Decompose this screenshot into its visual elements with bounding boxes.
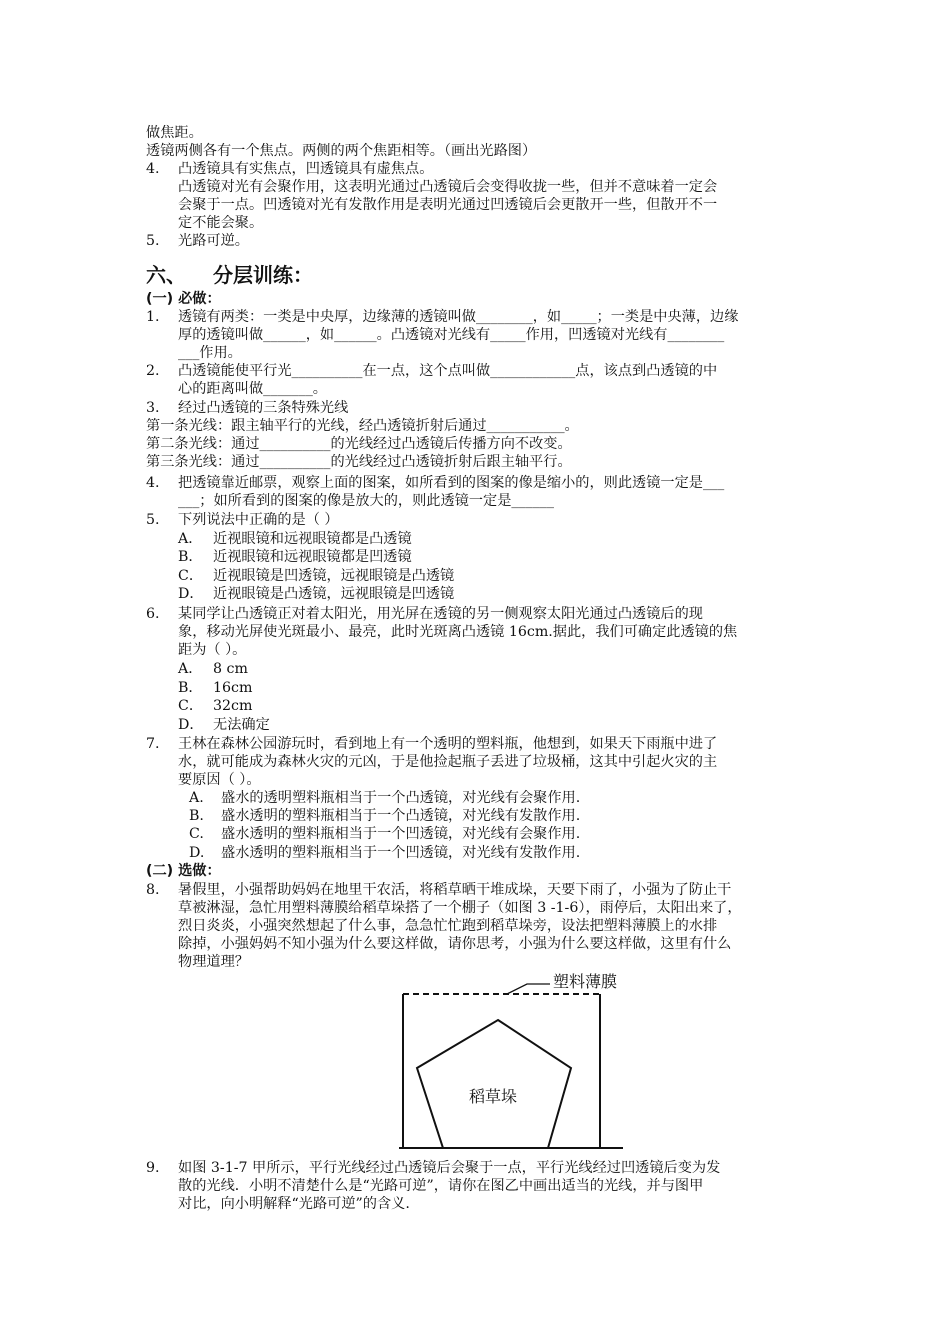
option-label: C. <box>189 826 204 842</box>
question-number: 9. <box>146 1160 160 1176</box>
question-text: 第二条光线：通过__________的光线经过凸透镜后传播方向不改变。 <box>146 436 572 452</box>
film-label: 塑料薄膜 <box>553 972 618 991</box>
option-label: C． <box>178 698 204 714</box>
option-text: 8 cm <box>213 661 248 677</box>
option-text: 近视眼镜和远视眼镜都是凸透镜 <box>213 531 412 547</box>
question-text: 第三条光线：通过__________的光线经过凸透镜折射后跟主轴平行。 <box>146 454 572 470</box>
option-text: 盛水透明的塑料瓶相当于一个凹透镜，对光线有会聚作用. <box>221 826 581 842</box>
question-text: 距为（ ）。 <box>178 642 247 658</box>
item-number: 4. <box>146 161 160 177</box>
question-text: 凸透镜能使平行光__________在一点，这个点叫做____________点，该点到凸透镜的中 <box>178 363 718 379</box>
question-text: 暑假里，小强帮助妈妈在地里干农活，将稻草晒干堆成垛，天要下雨了，小强为了防止干 <box>178 882 732 898</box>
option-text: 盛水透明的塑料瓶相当于一个凸透镜，对光线有发散作用. <box>221 808 581 824</box>
stack-label: 稻草垛 <box>469 1087 518 1106</box>
question-text: 要原因（ ）。 <box>178 772 261 788</box>
question-text: 透镜有两类：一类是中央厚，边缘薄的透镜叫做________，如_____；一类是中央薄，边缘 <box>178 309 739 325</box>
option-text: 无法确定 <box>213 717 270 733</box>
subsection-title: (一) 必做： <box>146 291 221 307</box>
question-text: 第一条光线：跟主轴平行的光线，经凸透镜折射后通过___________。 <box>146 418 579 434</box>
option-text: 近视眼镜是凸透镜，远视眼镜是凹透镜 <box>213 586 455 602</box>
question-number: 4. <box>146 475 160 491</box>
label-leader-line <box>507 984 550 994</box>
question-text: 草被淋湿，急忙用塑料薄膜给稻草垛搭了一个棚子（如图 3 -1-6），雨停后，太阳出来了， <box>178 900 742 916</box>
question-number: 8. <box>146 882 160 898</box>
section-title: 分层训练： <box>213 263 313 287</box>
option-label: D. <box>189 845 205 861</box>
question-text: 散的光线．小明不清楚什么是“光路可逆”，请你在图乙中画出适当的光线，并与图甲 <box>178 1178 704 1194</box>
question-text: 对比，向小明解释“光路可逆”的含义. <box>178 1196 410 1212</box>
intro-line: 定不能会聚。 <box>178 215 264 231</box>
intro-line: 凸透镜对光有会聚作用，这表明光通过凸透镜后会变得收拢一些，但并不意味着一定会 <box>178 179 718 195</box>
item-number: 5. <box>146 233 160 249</box>
intro-line: 透镜两侧各有一个焦点。两侧的两个焦距相等。（画出光路图） <box>146 143 537 159</box>
question-text: 王林在森林公园游玩时，看到地上有一个透明的塑料瓶，他想到，如果天下雨瓶中进了 <box>178 736 718 752</box>
option-text: 盛水透明的塑料瓶相当于一个凹透镜，对光线有发散作用. <box>221 845 581 861</box>
option-label: B． <box>178 549 203 565</box>
question-number: 1. <box>146 309 160 325</box>
question-text: 把透镜靠近邮票，观察上面的图案，如所看到的图案的像是缩小的，则此透镜一定是___ <box>178 475 725 491</box>
option-label: C． <box>178 568 204 584</box>
option-label: D． <box>178 586 204 602</box>
intro-line: 凸透镜具有实焦点，凹透镜具有虚焦点。 <box>178 161 434 177</box>
question-number: 2. <box>146 363 160 379</box>
option-text: 16cm <box>213 680 253 696</box>
option-label: A． <box>178 531 203 547</box>
question-number: 5. <box>146 512 160 528</box>
question-text: 下列说法中正确的是（ ） <box>178 512 339 528</box>
question-number: 7. <box>146 736 160 752</box>
straw-stack-shape <box>417 1020 571 1148</box>
option-text: 近视眼镜和远视眼镜都是凹透镜 <box>213 549 412 565</box>
subsection-title: (二) 选做： <box>146 863 221 879</box>
intro-line: 光路可逆。 <box>178 233 249 249</box>
question-text: 心的距离叫做_______。 <box>178 381 327 397</box>
option-label: A． <box>178 661 203 677</box>
question-text: ___；如所看到的图案的像是放大的，则此透镜一定是______ <box>178 493 554 509</box>
question-text: ___作用。 <box>178 345 242 361</box>
option-label: A. <box>189 790 204 806</box>
question-text: 除掉，小强妈妈不知小强为什么要这样做，请你思考，小强为什么要这样做，这里有什么 <box>178 936 732 952</box>
question-text: 烈日炎炎，小强突然想起了什么事，急急忙忙跑到稻草垛旁，设法把塑料薄膜上的水排 <box>178 918 718 934</box>
question-number: 3. <box>146 400 160 416</box>
section-number: 六、 <box>146 263 186 287</box>
question-text: 如图 3-1-7 甲所示，平行光线经过凸透镜后会聚于一点，平行光线经过凹透镜后变为发 <box>178 1160 721 1176</box>
option-label: B． <box>178 680 203 696</box>
straw-stack-figure <box>395 968 630 1154</box>
question-text: 某同学让凸透镜正对着太阳光，用光屏在透镜的另一侧观察太阳光通过凸透镜后的现 <box>178 606 703 622</box>
question-text: 水，就可能成为森林火灾的元凶，于是他捡起瓶子丢进了垃圾桶，这其中引起火灾的主 <box>178 754 718 770</box>
intro-line: 做焦距。 <box>146 125 203 141</box>
question-text: 经过凸透镜的三条特殊光线 <box>178 400 349 416</box>
intro-line: 会聚于一点。凹透镜对光有发散作用是表明光通过凹透镜后会更散开一些，但散开不一 <box>178 197 718 213</box>
question-text: 象，移动光屏使光斑最小、最亮，此时光斑离凸透镜 16cm.据此，我们可确定此透镜的焦 <box>178 624 738 640</box>
option-text: 盛水的透明塑料瓶相当于一个凸透镜，对光线有会聚作用. <box>221 790 581 806</box>
question-text: 厚的透镜叫做______，如______。凸透镜对光线有_____作用，凹透镜对光线有________ <box>178 327 725 343</box>
option-text: 32cm <box>213 698 253 714</box>
question-text: 物理道理？ <box>178 954 249 970</box>
option-label: B. <box>189 808 204 824</box>
question-number: 6. <box>146 606 160 622</box>
option-text: 近视眼镜是凹透镜，远视眼镜是凸透镜 <box>213 568 455 584</box>
option-label: D． <box>178 717 204 733</box>
